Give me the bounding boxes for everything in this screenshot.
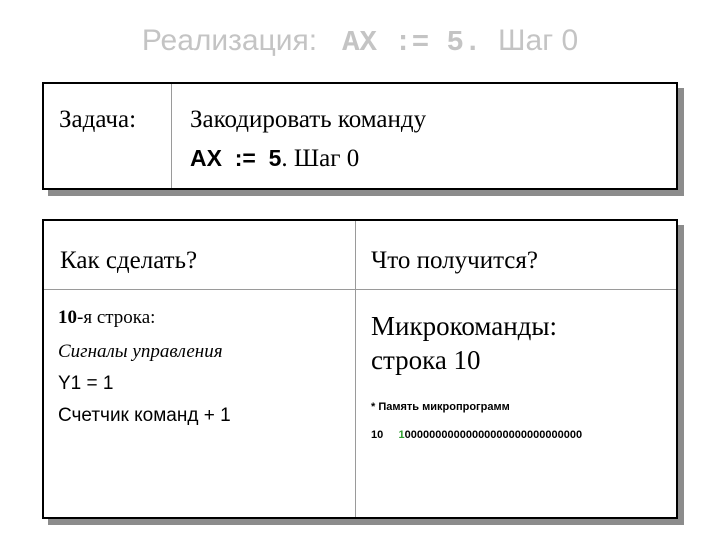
task-text xyxy=(190,104,426,175)
memory-label: * Память микропрограмм xyxy=(371,401,510,413)
microcode-first-bit: 1 xyxy=(398,429,405,441)
task-box xyxy=(42,82,678,190)
result-column xyxy=(371,309,667,441)
column-divider xyxy=(355,221,356,517)
title-step: Шаг 0 xyxy=(498,24,579,57)
microcommands-row: строка 10 xyxy=(371,345,481,375)
row-label xyxy=(58,307,231,329)
row-number: 10 xyxy=(58,307,77,328)
signal-value: Y1 = 1 xyxy=(58,373,114,394)
task-command: AX := 5 xyxy=(190,145,282,171)
microcode-row xyxy=(371,429,667,441)
microcode-bits: 00000000000000000000000000000 xyxy=(404,429,583,441)
counter-increment: Счетчик команд + 1 xyxy=(58,405,231,426)
signals-label: Сигналы управления xyxy=(58,341,223,362)
microcommands-title: Микрокоманды: xyxy=(371,311,558,341)
task-line2 xyxy=(190,142,426,175)
solution-table xyxy=(42,219,678,519)
how-column xyxy=(58,307,231,427)
microcode-address: 10 xyxy=(371,429,384,441)
row-suffix: -я строка: xyxy=(77,307,156,328)
slide-title xyxy=(0,24,720,59)
title-prefix: Реализация: xyxy=(141,24,318,57)
title-command: AX := 5. xyxy=(342,26,482,59)
header-result: Что получится? xyxy=(371,247,538,274)
header-how: Как сделать? xyxy=(60,247,198,274)
task-step: . Шаг 0 xyxy=(281,145,360,172)
header-divider xyxy=(44,289,676,290)
task-line1: Закодировать команду xyxy=(190,106,427,133)
task-label: Задача: xyxy=(44,84,172,188)
